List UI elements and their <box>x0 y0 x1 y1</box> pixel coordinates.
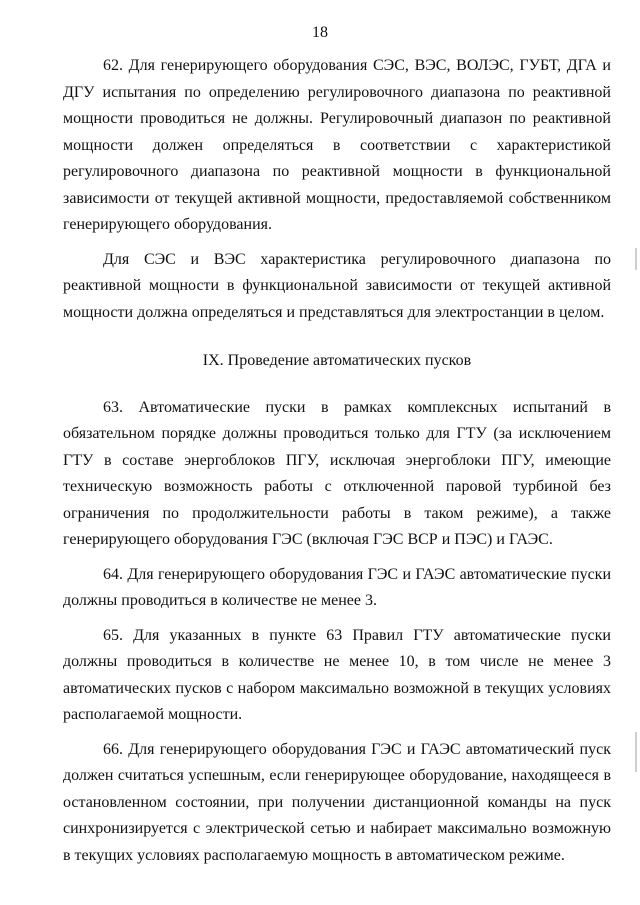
section-heading: IX. Проведение автоматических пусков <box>202 352 472 369</box>
paragraph-62: 62. Для генерирующего оборудования СЭС, ВЭС, ВОЛЭС, ГУБТ, ДГА и ДГУ испытания по определению регулировочного диапазона по реактивной мощности проводиться не должны. Регулировочный диапазон по реактивной мощности должен определяться в соответствии с характеристикой регулировочного диапазона по реактивной мощности в функциональной зависимости от текущей активной мощности, предоставляемой собственником генерирующего оборудования. <box>63 57 611 233</box>
paragraph-64: 64. Для генерирующего оборудования ГЭС и ГАЭС автоматические пуски должны проводиться в количестве не менее 3. <box>63 565 611 609</box>
paragraph-63: 63. Автоматические пуски в рамках комплексных испытаний в обязательном порядке должны проводиться только для ГТУ (за исключением ГТУ в составе энергоблоков ПГУ, исключая энергоблоки ПГУ, имеющие техническую возможность работы с отключенной паровой турбиной без ограничения по продолжительности работы в таком режиме), а также генерирующего оборудования ГЭС (включая ГЭС ВСР и ПЭС) и ГАЭС. <box>63 398 611 548</box>
document-body <box>63 53 611 869</box>
paragraph-66: 66. Для генерирующего оборудования ГЭС и ГАЭС автоматический пуск должен считаться успешным, если генерирующее оборудование, находящееся в остановленном состоянии, при получении дистанционной команды на пуск синхронизируется с электрической сетью и набирает максимально возможную в текущих условиях располагаемую мощность в автоматическом режиме. <box>63 740 611 864</box>
paragraph-65: 65. Для указанных в пункте 63 Правил ГТУ автоматические пуски должны проводиться в количестве не менее 10, в том числе не менее 3 автоматических пусков с набором максимально возможной в текущих условиях располагаемой мощности. <box>63 626 611 723</box>
scan-edge-mark <box>635 248 637 270</box>
scan-edge-mark <box>635 732 637 772</box>
paragraph-ses-ves: Для СЭС и ВЭС характеристика регулировочного диапазона по реактивной мощности в функциональной зависимости от текущей активной мощности должна определяться и представляться для электростанции в целом. <box>63 250 611 321</box>
page-number: 18 <box>312 24 328 41</box>
